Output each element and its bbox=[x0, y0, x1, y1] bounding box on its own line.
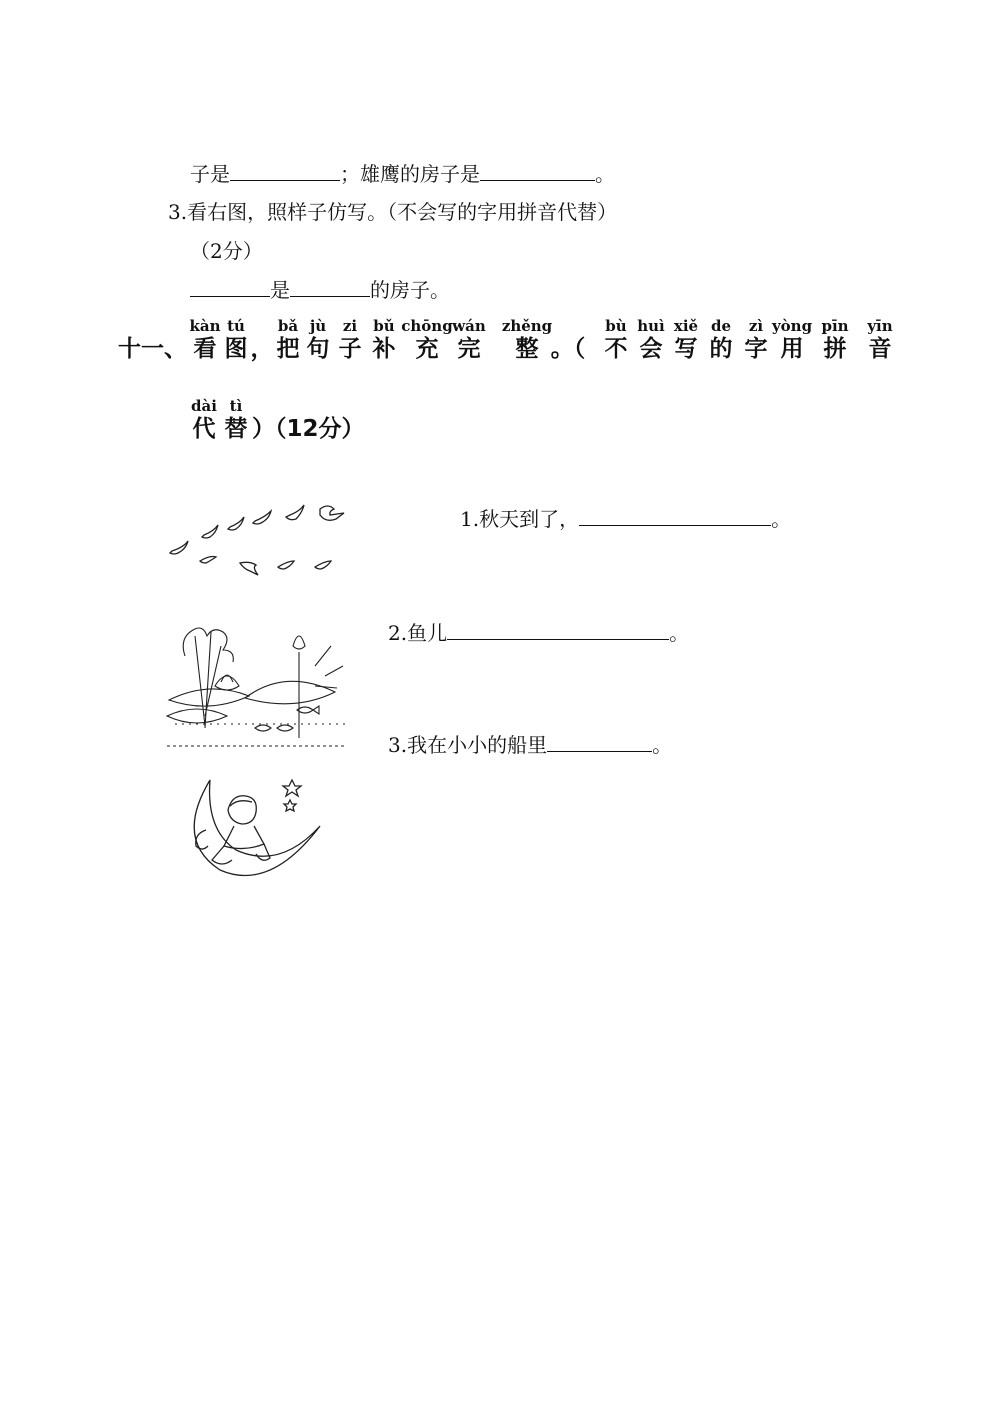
pinyin: de bbox=[710, 317, 732, 335]
pinyin: tú bbox=[227, 317, 245, 335]
item-1-line bbox=[460, 507, 791, 531]
line1-text-c: 。 bbox=[595, 162, 615, 186]
hanzi: 的 bbox=[709, 335, 733, 362]
question-3-label: 3.看右图，照样子仿写。（不会写的字用拼音代替） bbox=[168, 200, 618, 224]
pinyin: huì bbox=[637, 317, 665, 335]
answer-blank-3[interactable] bbox=[190, 278, 270, 297]
hanzi: 代 bbox=[192, 415, 216, 442]
flying-geese-illustration bbox=[160, 495, 355, 585]
boy-on-crescent-moon-illustration bbox=[180, 770, 330, 885]
hanzi: 充 bbox=[415, 335, 439, 362]
item-3-end: 。 bbox=[652, 733, 673, 757]
pinyin: pīn bbox=[821, 317, 849, 335]
pinyin: bǎ bbox=[277, 317, 299, 335]
hanzi: 字 bbox=[744, 335, 768, 362]
hanzi: 句 bbox=[306, 335, 330, 362]
pinyin: bǔ bbox=[373, 317, 395, 335]
hanzi: ， bbox=[250, 335, 274, 362]
pinyin: zi bbox=[342, 317, 358, 335]
section-11-number: 十一、 bbox=[118, 336, 187, 362]
hanzi: 子 bbox=[338, 335, 362, 362]
answer-blank-2[interactable] bbox=[480, 162, 595, 181]
hanzi: 补 bbox=[372, 335, 396, 362]
item-2-blank[interactable] bbox=[447, 621, 669, 640]
item-3-label: 3.我在小小的船里 bbox=[388, 733, 548, 757]
hanzi: 。（ bbox=[550, 335, 586, 362]
heading-char-18 bbox=[852, 318, 908, 364]
hanzi: 替 bbox=[224, 415, 248, 442]
pinyin: dài bbox=[191, 397, 217, 415]
pinyin: wán bbox=[452, 317, 486, 335]
line1-text-b: ；雄鹰的房子是 bbox=[340, 162, 480, 186]
pinyin: yīn bbox=[867, 317, 893, 335]
continued-answer-line bbox=[190, 162, 615, 186]
item-1-label: 1.秋天到了， bbox=[460, 507, 580, 531]
answer-blank-4[interactable] bbox=[290, 278, 370, 297]
question-3-score: （2分） bbox=[190, 239, 263, 263]
hanzi: 拼 bbox=[823, 335, 847, 362]
question-3-fill-line bbox=[190, 278, 450, 302]
item-2-label: 2.鱼儿 bbox=[388, 621, 448, 645]
pinyin bbox=[540, 318, 596, 334]
hanzi: 整 bbox=[515, 335, 539, 362]
item-1-end: 。 bbox=[771, 507, 792, 531]
q3-end-text: 的房子。 bbox=[370, 278, 450, 302]
answer-blank-1[interactable] bbox=[230, 162, 340, 181]
pinyin: bù bbox=[605, 317, 627, 335]
line1-text-a: 子是 bbox=[190, 162, 230, 186]
pinyin: zì bbox=[748, 317, 764, 335]
hanzi: 用 bbox=[780, 335, 804, 362]
hanzi: 看 bbox=[193, 335, 217, 362]
pinyin: chōng bbox=[401, 317, 453, 335]
item-2-line bbox=[388, 621, 689, 645]
item-3-blank[interactable] bbox=[547, 733, 652, 752]
pinyin: xiě bbox=[673, 317, 699, 335]
hanzi: 不 bbox=[604, 335, 628, 362]
section-11-score: ）（12分） bbox=[252, 416, 365, 442]
pinyin: kàn bbox=[189, 317, 221, 335]
pinyin: jù bbox=[309, 317, 327, 335]
item-1-blank[interactable] bbox=[579, 507, 771, 526]
hanzi: 写 bbox=[674, 335, 698, 362]
heading-char-8 bbox=[443, 318, 495, 364]
lotus-pond-fish-illustration bbox=[165, 616, 347, 748]
hanzi: 会 bbox=[639, 335, 663, 362]
hanzi: 完 bbox=[457, 335, 481, 362]
pinyin: yòng bbox=[771, 317, 813, 335]
pinyin: tì bbox=[229, 397, 243, 415]
hanzi: 把 bbox=[276, 335, 300, 362]
heading-char-10 bbox=[540, 318, 596, 364]
hanzi: 图 bbox=[224, 335, 248, 362]
item-2-end: 。 bbox=[669, 621, 690, 645]
item-3-line bbox=[388, 733, 672, 757]
q3-mid-text: 是 bbox=[270, 278, 290, 302]
pinyin: zhěng bbox=[501, 317, 553, 335]
hanzi: 音 bbox=[868, 335, 892, 362]
